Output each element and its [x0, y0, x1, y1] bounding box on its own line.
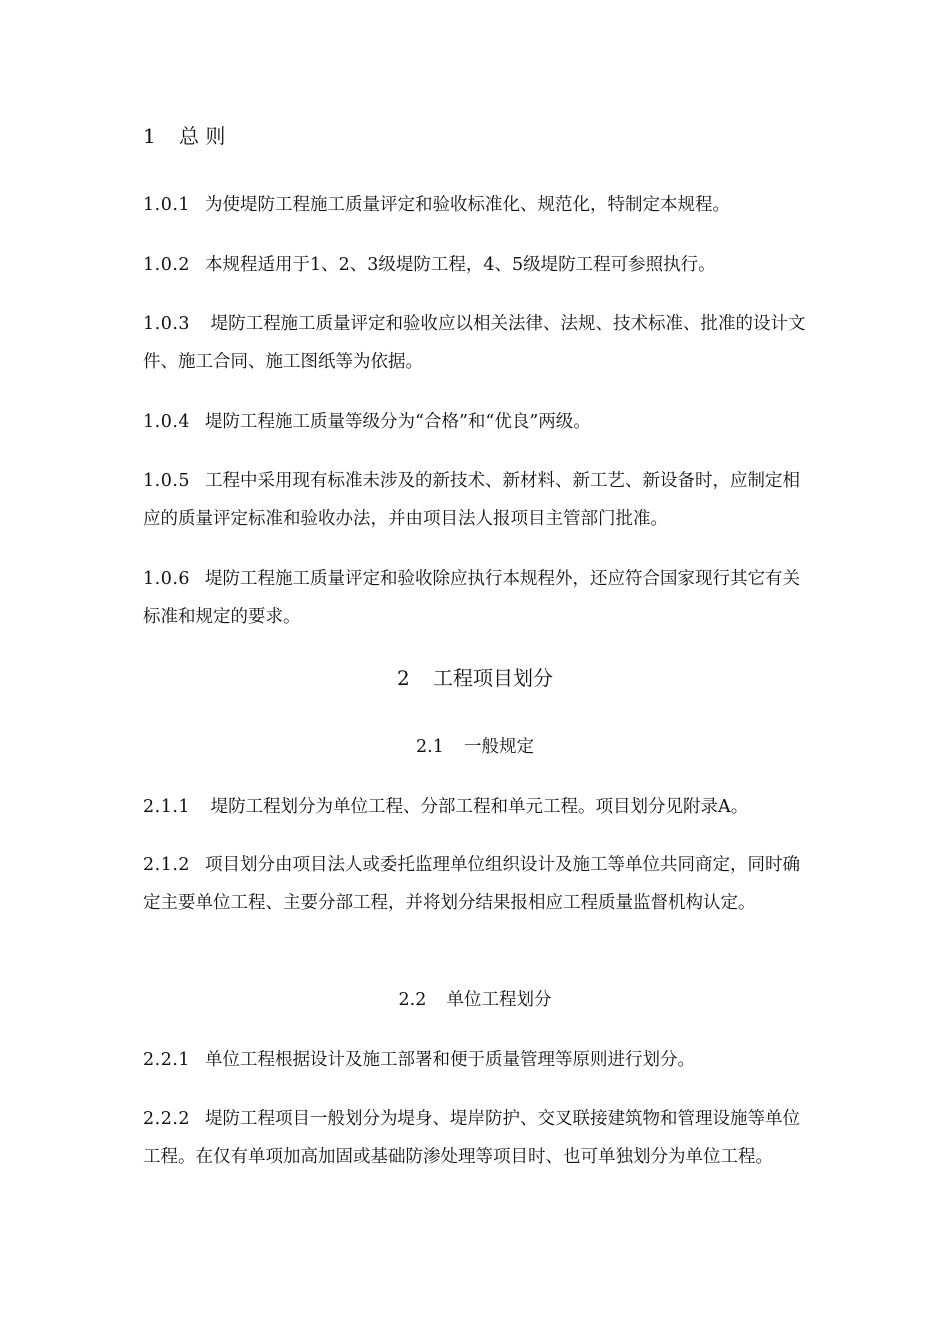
- clause-number: 1.0.3: [143, 314, 191, 334]
- chapter-title: 总 则: [179, 124, 226, 148]
- clause-number: 1.0.5: [143, 471, 191, 491]
- section-number: 2.2: [398, 990, 427, 1010]
- section-title: 单位工程划分: [446, 990, 552, 1010]
- section-number: 2.1: [416, 737, 444, 757]
- clause-2-1-1: [143, 788, 815, 826]
- clause-number: 1.0.6: [143, 569, 191, 589]
- clause-text: 本规程适用于1、2、3级堤防工程，4、5级堤防工程可参照执行。: [205, 255, 716, 275]
- clause-2-2-1: [143, 1041, 815, 1079]
- clause-1-0-1: [143, 186, 815, 224]
- clause-text: 项目划分由项目法人或委托监理单位组织设计及施工等单位共同商定，同时确定主要单位工程、主要分部工程，并将划分结果报相应工程质量监督机构认定。: [143, 855, 800, 913]
- clause-text: 堤防工程项目一般划分为堤身、堤岸防护、交叉联接建筑物和管理设施等单位工程。在仅有单项加高加固或基础防渗处理等项目时、也可单独划分为单位工程。: [143, 1109, 800, 1167]
- clause-text: 单位工程根据设计及施工部署和便于质量管理等原则进行划分。: [205, 1050, 695, 1070]
- clause-number: 2.2.2: [143, 1109, 191, 1129]
- chapter-number: 2: [397, 666, 410, 690]
- clause-1-0-3: [143, 305, 815, 381]
- clause-text: 堤防工程施工质量等级分为“合格”和“优良”两级。: [205, 412, 591, 432]
- clause-number: 1.0.1: [143, 195, 191, 215]
- clause-number: 2.1.2: [143, 855, 191, 875]
- chapter-title: 工程项目划分: [433, 666, 553, 690]
- clause-text: 堤防工程划分为单位工程、分部工程和单元工程。项目划分见附录A。: [205, 797, 749, 817]
- clause-text: 工程中采用现有标准未涉及的新技术、新材料、新工艺、新设备时，应制定相应的质量评定标准和验收办法，并由项目法人报项目主管部门批准。: [143, 471, 800, 529]
- section-2-1-heading: [0, 732, 950, 762]
- chapter-2-heading: [0, 663, 950, 693]
- clause-1-0-5: [143, 462, 815, 538]
- chapter-number: 1: [143, 124, 156, 148]
- clause-1-0-4: [143, 403, 815, 441]
- clause-1-0-6: [143, 560, 815, 636]
- clause-1-0-2: [143, 246, 815, 284]
- clause-text: 为使堤防工程施工质量评定和验收标准化、规范化，特制定本规程。: [205, 195, 730, 215]
- clause-number: 2.1.1: [143, 797, 191, 817]
- clause-text: 堤防工程施工质量评定和验收应以相关法律、法规、技术标准、批准的设计文件、施工合同、施工图纸等为依据。: [143, 314, 806, 372]
- clause-text: 堤防工程施工质量评定和验收除应执行本规程外，还应符合国家现行其它有关标准和规定的要求。: [143, 569, 800, 627]
- clause-number: 2.2.1: [143, 1050, 191, 1070]
- section-2-2-heading: [0, 985, 950, 1015]
- clause-number: 1.0.2: [143, 255, 191, 275]
- clause-2-2-2: [143, 1100, 815, 1176]
- clause-2-1-2: [143, 846, 815, 922]
- clause-number: 1.0.4: [143, 412, 191, 432]
- section-title: 一般规定: [464, 737, 534, 757]
- chapter-1-heading: [143, 121, 225, 151]
